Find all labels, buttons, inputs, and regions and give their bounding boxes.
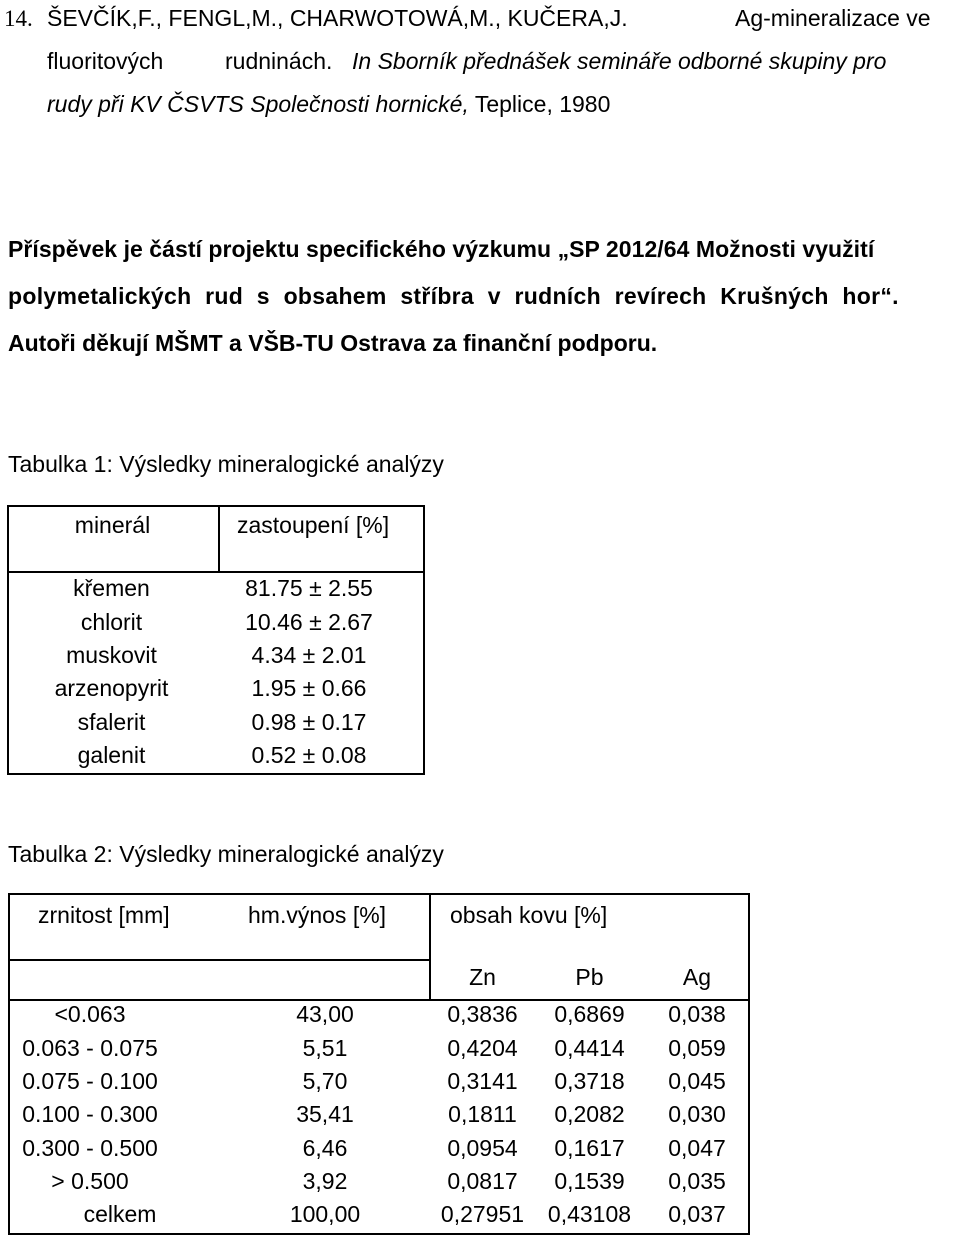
- table1-cell: křemen: [73, 575, 150, 601]
- table2-cell: 0,037: [668, 1201, 726, 1227]
- table2-cell: 0,1811: [448, 1101, 517, 1127]
- table2-cell: 6,46: [302, 1135, 348, 1161]
- table2-cell: 0.063 - 0.075: [22, 1035, 158, 1061]
- table2-caption: Tabulka 2: Výsledky mineralogické analýzy: [8, 841, 444, 867]
- table1-cell: sfalerit: [77, 709, 146, 735]
- table1-header-mineral: minerál: [74, 512, 151, 538]
- table1-cell: chlorit: [80, 609, 143, 635]
- reference-book-line3: [47, 83, 610, 126]
- table2-header-yield: hm.výnos [%]: [248, 902, 387, 928]
- table2-cell: 5,70: [302, 1068, 348, 1094]
- acknowledgement: [8, 226, 958, 367]
- table2-cell: celkem: [83, 1201, 157, 1227]
- table1-cell: arzenopyrit: [54, 675, 169, 701]
- table2-cell: 0,43108: [547, 1201, 632, 1227]
- reference-book: In Sborník přednášek semináře odborné skupiny pro: [352, 48, 887, 74]
- table1: [7, 505, 425, 775]
- table1-divider: [218, 507, 220, 571]
- reference-number: 14.: [4, 6, 33, 31]
- table1-cell: muskovit: [66, 642, 157, 668]
- reference-authors: ŠEVČÍK,F., FENGL,M., CHARWOTOWÁ,M., KUČERA,J.: [47, 5, 628, 31]
- table2-cell: <0.063: [54, 1001, 126, 1027]
- table2-cell: 0,2082: [554, 1101, 625, 1127]
- table2-cell: 0,3718: [554, 1068, 625, 1094]
- table2-cell: 0,1617: [554, 1135, 625, 1161]
- reference-book-continued: rudy při KV ČSVTS Společnosti hornické,: [47, 91, 469, 117]
- table2-cell: > 0.500: [51, 1168, 129, 1194]
- acknowledgement-line-1: Příspěvek je částí projektu specifického výzkumu „SP 2012/64 Možnosti využití: [8, 236, 875, 262]
- table2-cell: 0,059: [668, 1035, 726, 1061]
- table1-cell: 10.46 ± 2.67: [245, 609, 373, 635]
- reference-title-line2: [47, 40, 163, 83]
- table2-cell: 0,0817: [447, 1168, 518, 1194]
- table2-cell: 0,045: [668, 1068, 726, 1094]
- table2-header-grain: zrnitost [mm]: [38, 902, 170, 928]
- table2-cell: 0,0954: [447, 1135, 518, 1161]
- table2-cell: 100,00: [289, 1201, 361, 1227]
- table2-subheader-ag: Ag: [682, 964, 712, 990]
- table2-cell: 5,51: [302, 1035, 348, 1061]
- table1-caption: Tabulka 1: Výsledky mineralogické analýzy: [8, 451, 444, 477]
- table2-cell: 0.100 - 0.300: [22, 1101, 158, 1127]
- table2-subheader-pb: Pb: [575, 964, 604, 990]
- reference-entry: [0, 0, 960, 130]
- table2-header-metal: obsah kovu [%]: [450, 902, 608, 928]
- acknowledgement-line-2: polymetalických rud s obsahem stříbra v rudních revírech Krušných hor“.: [8, 283, 899, 309]
- reference-title-start: Ag-mineralizace ve: [735, 5, 931, 31]
- table2: [8, 893, 750, 1235]
- table2-cell: 0,3141: [447, 1068, 518, 1094]
- table2-cell: 0,4414: [554, 1035, 625, 1061]
- table1-cell: 4.34 ± 2.01: [251, 642, 367, 668]
- table2-cell: 0,038: [668, 1001, 726, 1027]
- table1-header-divider: [9, 571, 423, 573]
- table1-cell: galenit: [77, 742, 146, 768]
- table2-cell: 0.075 - 0.100: [22, 1068, 158, 1094]
- table2-cell: 0.300 - 0.500: [22, 1135, 158, 1161]
- table2-cell: 0,030: [668, 1101, 726, 1127]
- reference-place-year: Teplice, 1980: [474, 91, 611, 117]
- table2-header-divider: [10, 959, 429, 961]
- table2-cell: 0,4204: [447, 1035, 518, 1061]
- table2-cell: 0,035: [668, 1168, 726, 1194]
- table2-subheader-zn: Zn: [469, 964, 496, 990]
- table2-cell: 0,6869: [554, 1001, 625, 1027]
- reference-title-end: rudninách.: [225, 48, 333, 74]
- table1-cell: 1.95 ± 0.66: [251, 675, 367, 701]
- table2-cell: 0,047: [668, 1135, 726, 1161]
- reference-title-word: fluoritových: [47, 48, 164, 74]
- table2-cell: 35,41: [296, 1101, 354, 1127]
- table1-cell: 0.98 ± 0.17: [251, 709, 367, 735]
- table2-cell: 43,00: [296, 1001, 354, 1027]
- table2-cell: 0,27951: [440, 1201, 525, 1227]
- table1-header-share: zastoupení [%]: [237, 512, 390, 538]
- table1-cell: 0.52 ± 0.08: [251, 742, 367, 768]
- table1-cell: 81.75 ± 2.55: [245, 575, 373, 601]
- table2-cell: 0,1539: [554, 1168, 625, 1194]
- table2-cell: 0,3836: [447, 1001, 518, 1027]
- table2-cell: 3,92: [302, 1168, 348, 1194]
- acknowledgement-line-3: Autoři děkují MŠMT a VŠB-TU Ostrava za finanční podporu.: [8, 330, 658, 356]
